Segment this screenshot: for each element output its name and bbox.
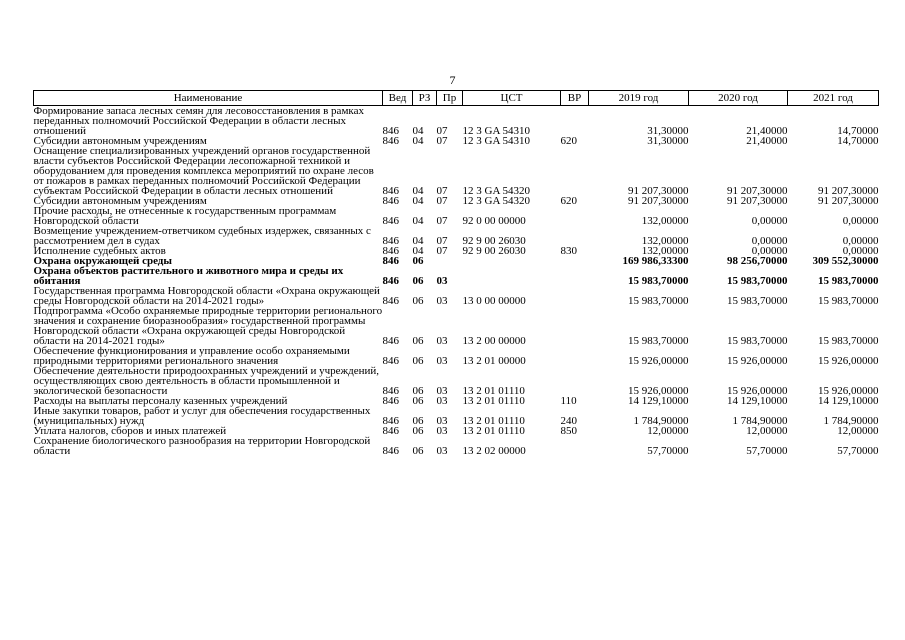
row-amount-2019: 12,00000: [647, 425, 689, 437]
row-amount-2021: 14,70000: [837, 135, 879, 147]
row-amount-2020: 15 983,70000: [727, 275, 788, 287]
row-vr: [561, 366, 589, 396]
row-name: Обеспечение функционирования и управление особо охраняемыми природными территориями регионального значения: [33, 345, 350, 367]
row-amount-2021: 15 926,00000: [818, 385, 879, 397]
table-row: [34, 226, 879, 246]
row-amount-2020: 0,00000: [751, 235, 788, 247]
row-pr: 07: [436, 195, 448, 207]
row-pr: 03: [436, 395, 448, 407]
row-rz: 06: [412, 255, 424, 267]
row-rz: 06: [412, 295, 424, 307]
header-pr: Пр: [437, 91, 463, 106]
row-cst: 13 2 01 01110: [462, 425, 525, 437]
row-ved: 846: [382, 235, 399, 247]
row-ved: 846: [382, 335, 399, 347]
row-ved: 846: [382, 195, 399, 207]
table-row: [34, 146, 879, 196]
row-vr: [561, 306, 589, 346]
row-amount-2020: 91 207,30000: [727, 185, 788, 197]
row-ved: 846: [382, 415, 399, 427]
row-vr: [561, 106, 589, 137]
row-pr: 03: [436, 275, 448, 287]
header-vr: ВР: [561, 91, 589, 106]
row-amount-2021: 57,70000: [837, 445, 879, 457]
row-pr: 07: [436, 135, 448, 147]
row-vr: [561, 346, 589, 366]
row-rz: 06: [412, 355, 424, 367]
row-amount-2020: 91 207,30000: [727, 195, 788, 207]
row-amount-2021: 15 983,70000: [818, 335, 879, 347]
row-pr: 07: [436, 185, 448, 197]
header-2020: 2020 год: [689, 91, 788, 106]
row-amount-2020: 1 784,90000: [732, 415, 788, 427]
row-name: Уплата налогов, сборов и иных платежей: [33, 425, 227, 437]
row-amount-2020: 21,40000: [746, 125, 788, 137]
row-ved: 846: [382, 275, 399, 287]
row-amount-2021: 0,00000: [842, 245, 879, 257]
table-row: [34, 406, 879, 426]
row-rz: 04: [412, 195, 424, 207]
row-ved: 846: [382, 255, 399, 267]
row-name: Исполнение судебных актов: [33, 245, 166, 257]
row-pr: 07: [436, 215, 448, 227]
row-name: Обеспечение деятельности природоохранных учреждений и учреждений, осуществляющих свою деятельность в области промышленной и экологической безопасности: [33, 365, 379, 397]
row-name: Подпрограмма «Особо охраняемые природные территории регионального значения и сохранение биоразнообразия» государственной программы Новгородской области «Охрана окружающей среды Новгородской области на 2014-2021 годы»: [33, 305, 383, 347]
row-amount-2020: 15 983,70000: [727, 295, 788, 307]
row-amount-2020: 12,00000: [746, 425, 788, 437]
row-name: Прочие расходы, не отнесенные к государственным программам Новгородской области: [33, 205, 337, 227]
row-pr: 03: [436, 425, 448, 437]
row-rz: 04: [412, 135, 424, 147]
row-vr: [561, 256, 589, 266]
page-number: 7: [449, 73, 456, 87]
row-amount-2021: 12,00000: [837, 425, 879, 437]
row-vr: [561, 286, 589, 306]
row-amount-2020: 15 926,00000: [727, 355, 788, 367]
row-rz: 06: [412, 415, 424, 427]
row-rz: 06: [412, 395, 424, 407]
row-cst: 13 2 01 01110: [462, 395, 525, 407]
row-pr: 07: [436, 245, 448, 257]
row-amount-2019: 31,30000: [647, 125, 689, 137]
row-cst: 92 0 00 00000: [462, 215, 526, 227]
row-ved: 846: [382, 295, 399, 307]
row-ved: 846: [382, 245, 399, 257]
row-name: Субсидии автономным учреждениям: [33, 195, 207, 207]
row-ved: 846: [382, 125, 399, 137]
row-name: Государственная программа Новгородской области «Охрана окружающей среды Новгородской области на 2014-2021 годы»: [33, 285, 380, 307]
row-amount-2019: 15 926,00000: [628, 385, 689, 397]
row-amount-2019: 15 983,70000: [628, 335, 689, 347]
row-vr: 620: [560, 195, 577, 207]
row-name: Охрана объектов растительного и животного мира и среды их обитания: [33, 265, 344, 287]
row-cst: 92 9 00 26030: [462, 235, 526, 247]
row-amount-2019: 15 926,00000: [628, 355, 689, 367]
row-amount-2020: 0,00000: [751, 215, 788, 227]
row-pr: 03: [436, 295, 448, 307]
row-ved: 846: [382, 385, 399, 397]
table-header-row: [34, 91, 879, 106]
row-amount-2019: 15 983,70000: [628, 275, 689, 287]
row-name: Охрана окружающей среды: [33, 255, 172, 267]
row-pr: 03: [436, 445, 448, 457]
row-cst: 12 3 GA 54310: [462, 125, 531, 137]
row-pr: 03: [436, 335, 448, 347]
header-2019: 2019 год: [589, 91, 689, 106]
row-pr: 03: [436, 355, 448, 367]
row-ved: 846: [382, 445, 399, 457]
row-rz: 04: [412, 245, 424, 257]
row-cst: 92 9 00 26030: [462, 245, 526, 257]
table-row: [34, 206, 879, 226]
row-ved: 846: [382, 425, 399, 437]
row-amount-2019: 1 784,90000: [633, 415, 689, 427]
table-row: [34, 266, 879, 286]
row-amount-2021: 14 129,10000: [818, 395, 879, 407]
row-amount-2020: 14 129,10000: [727, 395, 788, 407]
row-cst: 12 3 GA 54310: [462, 135, 531, 147]
row-amount-2019: 91 207,30000: [628, 195, 689, 207]
table-row: [34, 436, 879, 456]
row-pr: 07: [436, 125, 448, 137]
row-ved: 846: [382, 395, 399, 407]
row-pr: [437, 256, 463, 266]
row-rz: 06: [412, 335, 424, 347]
row-amount-2021: 14,70000: [837, 125, 879, 137]
row-rz: 04: [412, 215, 424, 227]
header-ved: Вед: [383, 91, 413, 106]
row-cst: 13 2 02 00000: [462, 445, 526, 457]
row-rz: 06: [412, 445, 424, 457]
row-cst: 12 3 GA 54320: [462, 195, 531, 207]
row-cst: 13 0 00 00000: [462, 295, 526, 307]
header-cst: ЦСТ: [463, 91, 561, 106]
header-rz: РЗ: [413, 91, 437, 106]
row-amount-2019: 91 207,30000: [628, 185, 689, 197]
row-ved: 846: [382, 185, 399, 197]
row-name: Сохранение биологического разнообразия на территории Новгородской области: [33, 435, 371, 457]
row-name: Субсидии автономным учреждениям: [33, 135, 207, 147]
row-name: Иные закупки товаров, работ и услуг для обеспечения государственных (муниципальных) нужд: [33, 405, 371, 427]
row-amount-2021: 91 207,30000: [818, 195, 879, 207]
row-amount-2021: 0,00000: [842, 215, 879, 227]
row-vr: 240: [560, 415, 577, 427]
row-vr: [561, 226, 589, 246]
row-amount-2020: 15 983,70000: [727, 335, 788, 347]
row-ved: 846: [382, 355, 399, 367]
row-pr: 07: [436, 235, 448, 247]
header-name: Наименование: [34, 91, 383, 106]
row-amount-2021: 309 552,30000: [812, 255, 879, 267]
row-rz: 06: [412, 425, 424, 437]
row-amount-2021: 1 784,90000: [823, 415, 879, 427]
row-cst: 13 2 00 00000: [462, 335, 526, 347]
row-rz: 06: [412, 275, 424, 287]
table-row: [34, 306, 879, 346]
row-amount-2020: 15 926,00000: [727, 385, 788, 397]
row-vr: 830: [560, 245, 577, 257]
row-amount-2019: 15 983,70000: [628, 295, 689, 307]
row-amount-2019: 14 129,10000: [628, 395, 689, 407]
header-2021: 2021 год: [788, 91, 879, 106]
row-cst: 12 3 GA 54320: [462, 185, 531, 197]
row-vr: [561, 436, 589, 456]
row-vr: [561, 266, 589, 286]
row-pr: 03: [436, 415, 448, 427]
row-rz: 04: [412, 125, 424, 137]
row-amount-2019: 132,00000: [641, 235, 689, 247]
row-amount-2019: 132,00000: [641, 215, 689, 227]
row-vr: 850: [560, 425, 577, 437]
row-amount-2020: 21,40000: [746, 135, 788, 147]
row-amount-2019: 132,00000: [641, 245, 689, 257]
budget-table: [33, 90, 879, 456]
row-vr: [561, 206, 589, 226]
row-vr: 110: [560, 395, 577, 407]
row-ved: 846: [382, 135, 399, 147]
row-amount-2020: 0,00000: [751, 245, 788, 257]
row-rz: 06: [412, 385, 424, 397]
row-name: Расходы на выплаты персоналу казенных учреждений: [33, 395, 288, 407]
row-rz: 04: [412, 235, 424, 247]
row-vr: 620: [560, 135, 577, 147]
row-amount-2020: 57,70000: [746, 445, 788, 457]
row-amount-2019: 57,70000: [647, 445, 689, 457]
row-cst: 13 2 01 01110: [462, 385, 525, 397]
row-amount-2021: 15 983,70000: [818, 275, 879, 287]
row-amount-2021: 15 983,70000: [818, 295, 879, 307]
row-amount-2021: 15 926,00000: [818, 355, 879, 367]
table-row: [34, 106, 879, 137]
row-amount-2021: 91 207,30000: [818, 185, 879, 197]
row-ved: 846: [382, 215, 399, 227]
row-cst: [463, 266, 561, 286]
row-rz: 04: [412, 185, 424, 197]
row-pr: 03: [436, 385, 448, 397]
row-amount-2019: 31,30000: [647, 135, 689, 147]
table-body: [34, 106, 879, 457]
row-cst: [463, 256, 561, 266]
row-vr: [561, 146, 589, 196]
row-name: Оснащение специализированных учреждений органов государственной власти субъектов Российской Федерации лесопожарной техникой и оборудованием для проведения комплекса мероприятий по охране лесов от пожаров в рамках переданных полномочий Российской Федерации субъектам Российской Федерации в области лесных отношений: [33, 145, 374, 197]
table-row: [34, 286, 879, 306]
row-name: Формирование запаса лесных семян для лесовосстановления в рамках переданных полномочий Российской Федерации в области лесных отношений: [33, 105, 364, 137]
row-amount-2020: 98 256,70000: [727, 255, 788, 267]
table-row: [34, 366, 879, 396]
row-cst: 13 2 01 00000: [462, 355, 526, 367]
row-amount-2019: 169 986,33300: [622, 255, 689, 267]
table-row: [34, 346, 879, 366]
row-amount-2021: 0,00000: [842, 235, 879, 247]
row-name: Возмещение учреждением-ответчиком судебных издержек, связанных с рассмотрением дел в судах: [33, 225, 371, 247]
row-cst: 13 2 01 01110: [462, 415, 525, 427]
